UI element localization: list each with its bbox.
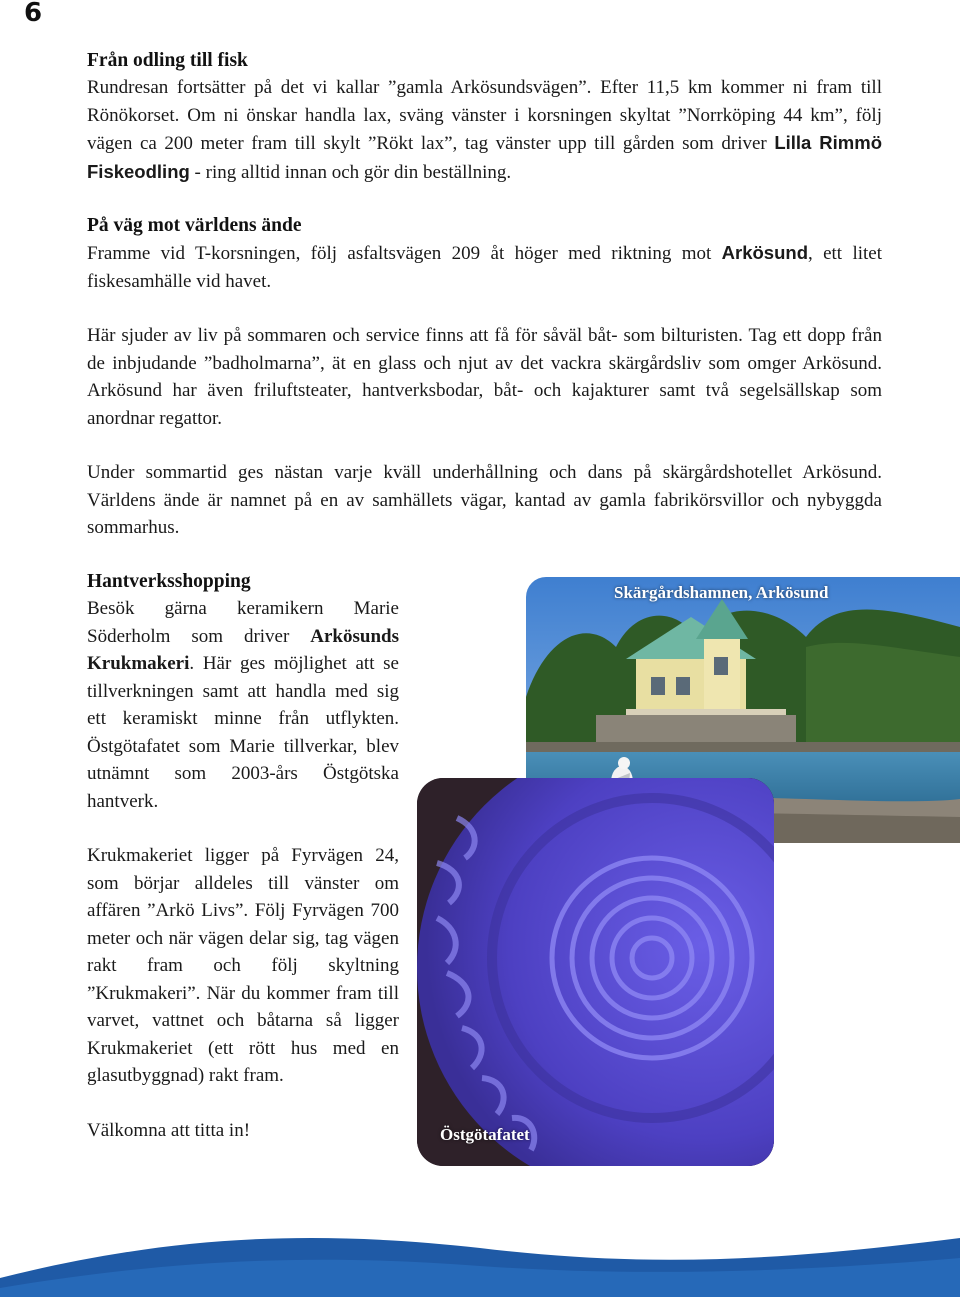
place-name: Arkösund xyxy=(721,242,808,263)
business-name: Arkösunds Krukmakeri xyxy=(87,625,399,674)
plate-illustration xyxy=(417,778,774,1166)
section-heading: Hantverksshopping xyxy=(87,571,251,592)
paragraph-text: Framme vid T-korsningen, följ asfaltsvägen 209 åt höger med riktning mot xyxy=(87,243,722,264)
paragraph xyxy=(87,239,882,295)
paragraph xyxy=(87,74,882,186)
wave-decoration xyxy=(0,1218,960,1297)
paragraph-text: - ring alltid innan och gör din beställning. xyxy=(189,161,512,183)
plate-photo xyxy=(417,778,774,1166)
paragraph-text: , ett litet fiskesamhälle vid havet. xyxy=(87,243,882,292)
section-hantverksshopping xyxy=(87,568,399,1144)
section-fran-odling xyxy=(87,47,882,186)
harbor-caption: Skärgårdshamnen, Arkösund xyxy=(614,583,829,602)
paragraph-text: Rundresan fortsätter på det vi kallar ”gamla Arkösundsvägen”. Efter 11,5 km kommer ni fram till Rönökorset. Om ni önskar handla lax, sväng vänster i korsningen skyltat ”Norrköping 44 km”, följ vägen ca 200 meter fram till skylt ”Rökt lax”, tag vänster upp till gården som driver xyxy=(87,77,882,154)
business-name: Lilla Rimmö Fiskeodling xyxy=(87,132,883,182)
paragraph-text: Besök gärna keramikern Marie Söderholm som driver xyxy=(87,598,399,647)
footer-wave xyxy=(0,1218,960,1297)
paragraph: Välkomna att titta in! xyxy=(87,1119,251,1141)
paragraph: Här sjuder av liv på sommaren och service finns att få för såväl båt- som bilturisten. Tag ett dopp från de inbjudande ”badholmarna”, ät en glass och njut av det vackra skärgårdsliv som omger Arkösund. Arkösund har även friluftsteater, hantverksbodar, båt- och kajakturer samt två segelsällskap som anordnar regattor. xyxy=(87,325,882,429)
paragraph xyxy=(87,595,399,815)
section-varldens-ande xyxy=(87,212,882,542)
section-heading: Från odling till fisk xyxy=(87,50,248,71)
plate-caption: Östgötafatet xyxy=(440,1125,530,1144)
section-heading: På väg mot världens ände xyxy=(87,215,302,236)
paragraph: Under sommartid ges nästan varje kväll underhållning och dans på skärgårdshotellet Arkösund. Världens ände är namnet på en av samhällets vägar, kantad av gamla fabrikörsvillor och nybyggda sommarhus. xyxy=(87,462,882,538)
paragraph-text: . Här ges möjlighet att se tillverkningen samt att handla med sig ett keramiskt minne från utflykten. Östgötafatet som Marie tillverkar, blev utnämnt som 2003-års Östgötska hantverk. xyxy=(87,653,399,812)
page-number: 6 xyxy=(24,0,43,28)
paragraph: Krukmakeriet ligger på Fyrvägen 24, som börjar alldeles till vänster om affären ”Arkö Livs”. Följ Fyrvägen 700 meter och när vägen delar sig, tag vägen rakt fram och följ skyltning ”Krukmakeri”. När du kommer fram till varvet, vattnet och båtarna så ligger Krukmakeriet (ett rött hus med en glasutbyggnad) rakt fram. xyxy=(87,845,399,1086)
